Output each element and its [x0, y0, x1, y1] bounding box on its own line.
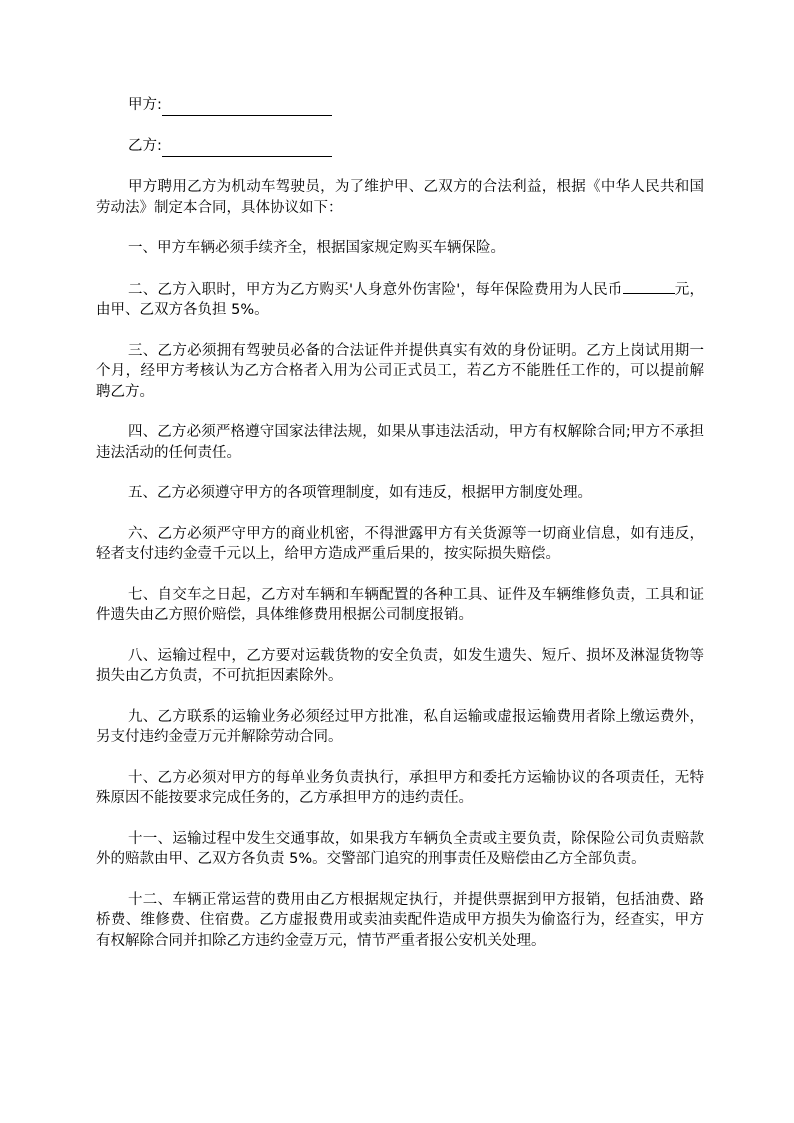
- clause-2-text-before: 二、乙方入职时，甲方为乙方购买'人身意外伤害险'，每年保险费用为人民币: [128, 281, 623, 298]
- clause-10: 十、乙方必须对甲方的每单业务负责执行，承担甲方和委托方运输协议的各项责任，无特殊原因不能按要求完成任务的，乙方承担甲方的违约责任。: [96, 769, 704, 806]
- clause-12: 十二、车辆正常运营的费用由乙方根据规定执行，并提供票据到甲方报销，包括油费、路桥费、维修费、住宿费。乙方虚报费用或卖油卖配件造成甲方损失为偷盗行为，经查实，甲方有权解除合同并扣除乙方违约金壹万元，情节严重者报公安机关处理。: [96, 891, 704, 949]
- clause-4: 四、乙方必须严格遵守国家法律法规，如果从事违法活动，甲方有权解除合同;甲方不承担违法活动的任何责任。: [96, 424, 704, 461]
- clause-7: 七、自交车之日起，乙方对车辆和车辆配置的各种工具、证件及车辆维修负责，工具和证件遗失由乙方照价赔偿，具体维修费用根据公司制度报销。: [96, 586, 704, 623]
- party-b-label: 乙方:: [128, 138, 162, 154]
- clause-8: 八、运输过程中，乙方要对运载货物的安全负责，如发生遗失、短斤、损坏及淋湿货物等损失由乙方负责，不可抗拒因素除外。: [96, 647, 704, 684]
- clause-2-text-after: 元，由甲、乙双方各负担 5%。: [96, 281, 704, 318]
- party-a-label: 甲方:: [128, 97, 162, 113]
- clause-2: [96, 279, 704, 321]
- party-a-line: [96, 95, 704, 116]
- clause-9: 九、乙方联系的运输业务必须经过甲方批准，私自运输或虚报运输费用者除上缴运费外，另支付违约金壹万元并解除劳动合同。: [96, 708, 704, 745]
- party-b-line: [96, 136, 704, 157]
- clause-5: 五、乙方必须遵守甲方的各项管理制度，如有违反，根据甲方制度处理。: [128, 485, 592, 501]
- party-b-blank[interactable]: [162, 139, 332, 157]
- intro-paragraph: 甲方聘用乙方为机动车驾驶员，为了维护甲、乙双方的合法利益，根据《中华人民共和国劳动法》制定本合同，具体协议如下：: [96, 179, 704, 216]
- contract-body: [96, 95, 704, 971]
- clause-6: 六、乙方必须严守甲方的商业机密，不得泄露甲方有关货源等一切商业信息，如有违反，轻者支付违约金壹千元以上，给甲方造成严重后果的，按实际损失赔偿。: [96, 525, 704, 562]
- clause-11: 十一、运输过程中发生交通事故，如果我方车辆负全责或主要负责，除保险公司负责赔款外的赔款由甲、乙双方各负责 5%。交警部门追究的刑事责任及赔偿由乙方全部负责。: [96, 830, 704, 867]
- clause-1: 一、甲方车辆必须手续齐全，根据国家规定购买车辆保险。: [128, 240, 505, 256]
- party-a-blank[interactable]: [162, 98, 332, 116]
- clause-3: 三、乙方必须拥有驾驶员必备的合法证件并提供真实有效的身份证明。乙方上岗试用期一个月，经甲方考核认为乙方合格者入用为公司正式员工，若乙方不能胜任工作的，可以提前解聘乙方。: [96, 342, 704, 400]
- insurance-amount-blank[interactable]: [623, 279, 675, 294]
